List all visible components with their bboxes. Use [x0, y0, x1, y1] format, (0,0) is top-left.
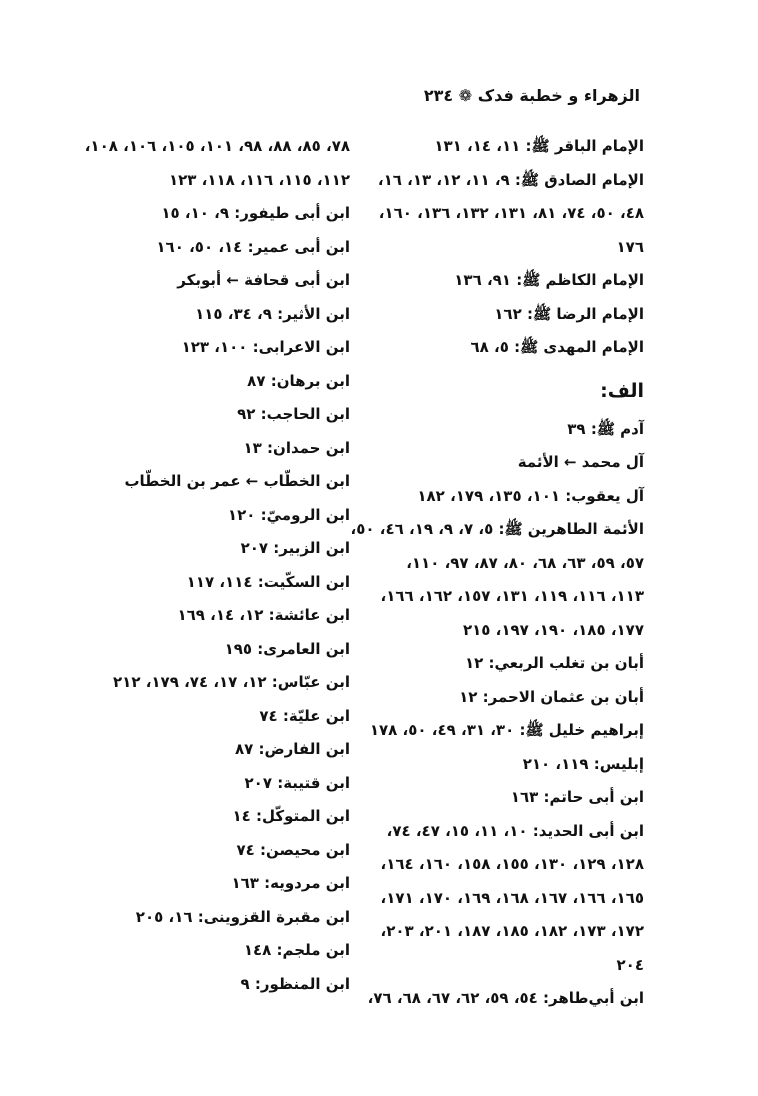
index-entry: الإمام الصادق ﷺ: ٩، ١١، ١٢، ١٣، ١٦،: [377, 170, 644, 189]
running-header: الزهراء و خطبة فدک ❁ ٢٣٤: [423, 86, 640, 105]
index-entry: ٤٨، ٥٠، ٧٤، ٨١، ١٣١، ١٣٢، ١٣٦، ١٦٠،: [378, 204, 644, 222]
index-entry: أبان بن عثمان الاحمر: ١٢: [459, 687, 644, 706]
index-entry: ابن مردويه: ١٦٣: [231, 874, 350, 892]
index-entry: ابن أبى طيفور: ٩، ١٠، ١٥: [161, 204, 350, 222]
index-letter-heading: الف:: [600, 379, 644, 402]
index-entry: ابن محيصن: ٧٤: [236, 840, 350, 859]
index-entry: ابن حمدان: ١٣: [243, 438, 350, 457]
index-entry: ٧٨، ٨٥، ٨٨، ٩٨، ١٠١، ١٠٥، ١٠٦، ١٠٨،: [84, 137, 350, 155]
index-entry: ١١٢، ١١٥، ١١٦، ١١٨، ١٢٣: [168, 170, 350, 189]
index-entry: الإمام الرضا ﷺ: ١٦٢: [494, 304, 644, 323]
index-entry: ٥٧، ٥٩، ٦٣، ٦٨، ٨٠، ٨٧، ٩٧، ١١٠،: [406, 553, 644, 572]
index-entry: ابن السكّيت: ١١٤، ١١٧: [186, 572, 350, 591]
index-entry: ابن مقبرة القزوينى: ١٦، ٢٠٥: [135, 907, 350, 926]
index-entry: ابن الروميّ: ١٢٠: [227, 505, 350, 524]
index-entry: ابن الحاجب: ٩٢: [237, 405, 350, 423]
index-entry: أبان بن تغلب الربعي: ١٢: [464, 654, 644, 672]
index-entry: ١٧٦: [616, 237, 644, 256]
index-entry: ابن برهان: ٨٧: [247, 371, 350, 390]
index-entry: ١٧٧، ١٨٥، ١٩٠، ١٩٧، ٢١٥: [462, 620, 644, 639]
index-entry: ابن الزبير: ٢٠٧: [240, 539, 350, 557]
index-entry: إبليس: ١١٩، ٢١٠: [522, 754, 644, 773]
index-entry: ابن قتيبة: ٢٠٧: [244, 773, 350, 792]
index-entry: آل يعقوب: ١٠١، ١٣٥، ١٧٩، ١٨٢: [417, 486, 644, 505]
index-entry: الأئمة الطاهرين ﷺ: ٥، ٧، ٩، ١٩، ٤٦، ٥٠،: [350, 520, 644, 538]
index-entry: ١٦٥، ١٦٦، ١٦٧، ١٦٨، ١٦٩، ١٧٠، ١٧١،: [380, 888, 644, 907]
index-entry: ١٧٢، ١٧٣، ١٨٢، ١٨٥، ١٨٧، ٢٠١، ٢٠٣،: [380, 922, 644, 940]
index-entry: ابن العامرى: ١٩٥: [224, 639, 350, 658]
index-entry: الإمام الكاظم ﷺ: ٩١، ١٣٦: [454, 271, 644, 289]
index-entry: ابن عبّاس: ١٢، ١٧، ٧٤، ١٧٩، ٢١٢: [113, 673, 350, 691]
index-entry: ٢٠٤: [616, 955, 644, 974]
index-entry: ابن أبى الحديد: ١٠، ١١، ١٥، ٤٧، ٧٤،: [386, 821, 644, 840]
index-entry: ابن الاعرابى: ١٠٠، ١٢٣: [181, 338, 350, 356]
index-column-left: [70, 130, 350, 1001]
index-entry: ابن عليّة: ٧٤: [259, 706, 350, 725]
index-entry: ١٢٨، ١٢٩، ١٣٠، ١٥٥، ١٥٨، ١٦٠، ١٦٤،: [380, 855, 644, 873]
index-entry: ابن الخطّاب ← عمر بن الخطّاب: [124, 472, 350, 490]
index-entry: ابن عائشة: ١٢، ١٤، ١٦٩: [177, 606, 350, 624]
index-column-right: [350, 130, 644, 1016]
index-entry: آدم ﷺ: ٣٩: [567, 419, 644, 438]
index-entry: ابن أبى عمير: ١٤، ٥٠، ١٦٠: [156, 237, 350, 256]
index-entry: ابن أبى قحافة ← أبوبكر: [177, 271, 350, 289]
index-entry: إبراهيم خليل ﷺ: ٣٠، ٣١، ٤٩، ٥٠، ١٧٨: [369, 721, 644, 739]
index-entry: آل محمد ← الأئمة: [517, 453, 644, 471]
index-entry: ابن أبي‌طاهر: ٥٤، ٥٩، ٦٢، ٦٧، ٦٨، ٧٦،: [367, 989, 644, 1007]
index-entry: ١١٣، ١١٦، ١١٩، ١٣١، ١٥٧، ١٦٢، ١٦٦،: [380, 587, 644, 605]
index-entry: ابن ملجم: ١٤٨: [243, 941, 350, 959]
index-entry: الإمام الباقر ﷺ: ١١، ١٤، ١٣١: [434, 137, 644, 155]
index-entry: ابن الأثير: ٩، ٣٤، ١١٥: [195, 304, 350, 323]
index-entry: ابن المتوكّل: ١٤: [232, 807, 350, 825]
index-entry: ابن المنظور: ٩: [240, 974, 350, 993]
index-entry: ابن الفارض: ٨٧: [234, 740, 350, 758]
index-entry: الإمام المهدى ﷺ: ٥، ٦٨: [470, 338, 644, 356]
index-entry: ابن أبى حاتم: ١٦٣: [510, 788, 644, 806]
